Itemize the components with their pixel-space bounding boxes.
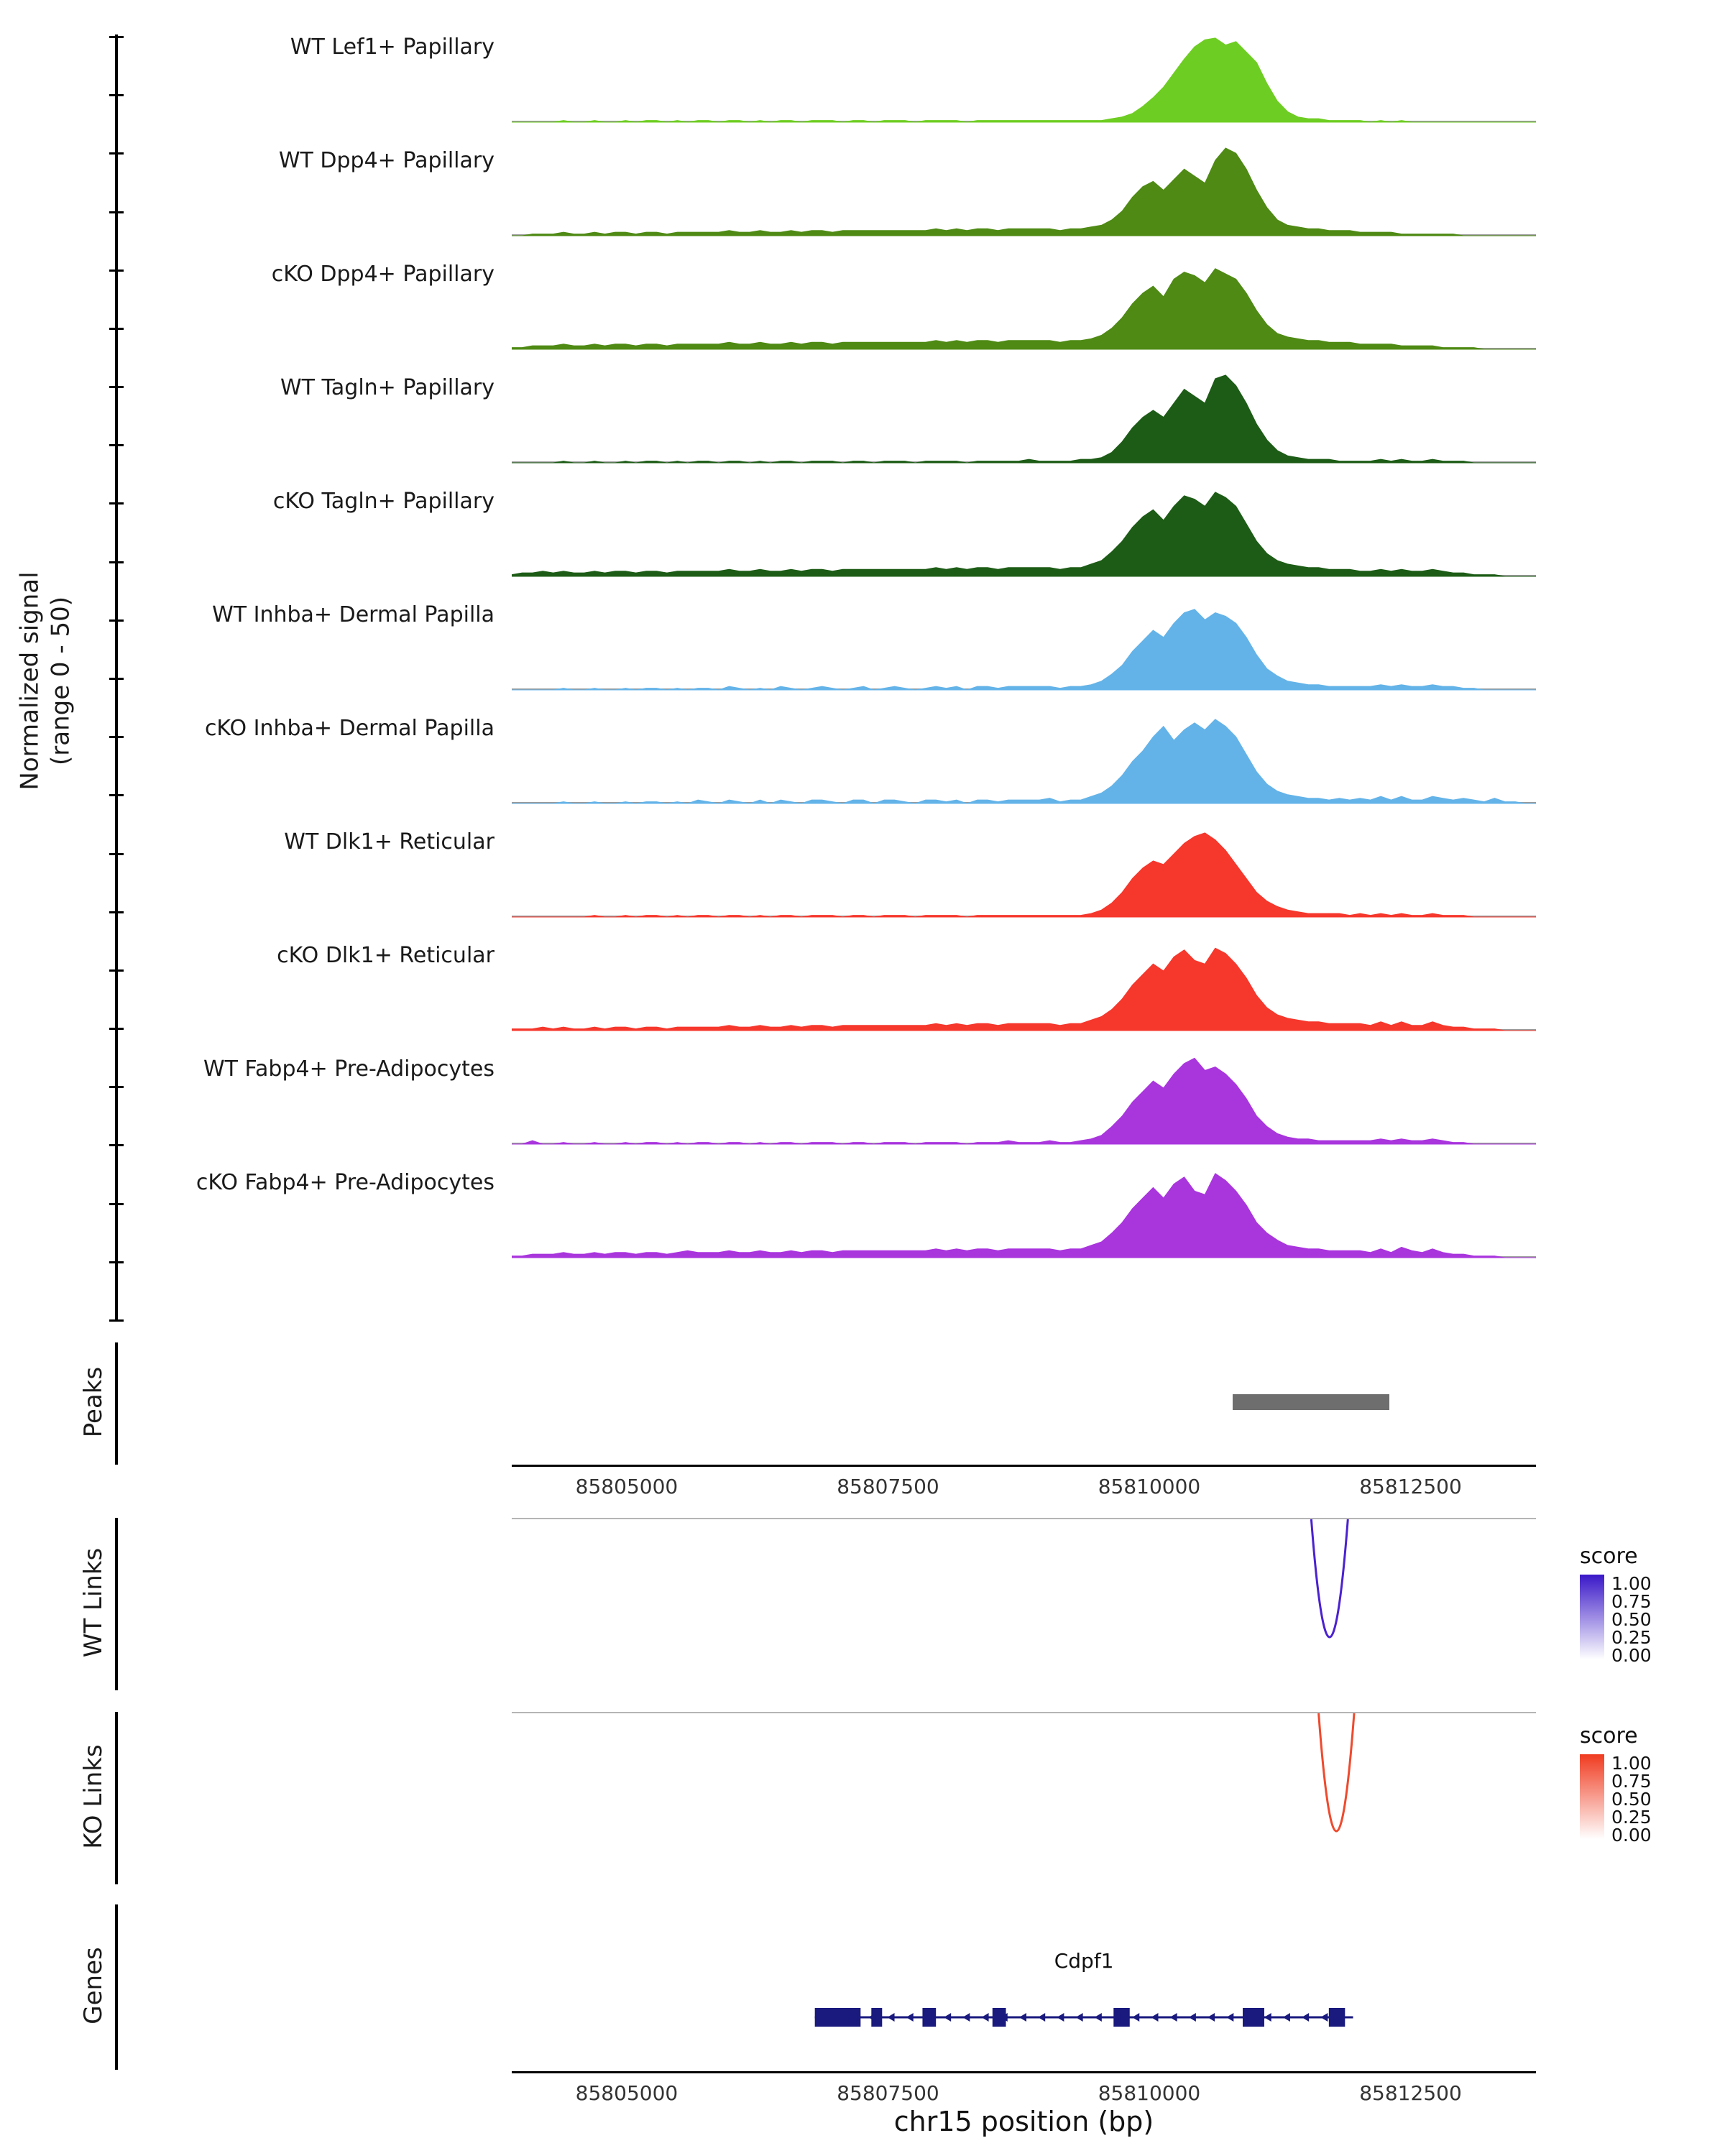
legend-tick-label: 0.50 <box>1611 1609 1652 1630</box>
gene-strand-arrow <box>1189 2013 1196 2022</box>
gene-strand-arrow <box>906 2013 914 2022</box>
ko-links-arcs <box>512 1712 1536 1884</box>
peaks-bracket <box>115 1342 118 1465</box>
coverage-track <box>0 1044 1725 1157</box>
ko-legend-colorbar <box>1580 1754 1604 1839</box>
coverage-area <box>512 703 1536 816</box>
gene-strand-arrow <box>1283 2013 1290 2022</box>
coverage-area <box>512 589 1536 703</box>
y-axis-label-line2: (range 0 - 50) <box>46 596 75 765</box>
gene-strand-arrow <box>1320 2013 1328 2022</box>
coverage-track-label: WT Tagln+ Papillary <box>280 375 494 400</box>
legend-tick-label: 0.75 <box>1611 1771 1652 1792</box>
coverage-track-label: cKO Dpp4+ Papillary <box>271 262 494 287</box>
genes-track <box>512 1904 1536 2070</box>
gene-strand-arrow <box>982 2013 989 2022</box>
y-axis-label-line1: Normalized signal <box>15 571 45 791</box>
coverage-area <box>512 249 1536 362</box>
legend-tick-label: 0.25 <box>1611 1627 1652 1648</box>
genomic-axis-tick-label: 85812500 <box>1359 2081 1462 2105</box>
coverage-track-label: cKO Dlk1+ Reticular <box>277 943 494 968</box>
gene-strand-arrow <box>1057 2013 1064 2022</box>
genomic-axis-top <box>512 1465 1536 1467</box>
coverage-area <box>512 362 1536 476</box>
coverage-area <box>512 476 1536 589</box>
gene-strand-arrow <box>1208 2013 1215 2022</box>
gene-strand-arrow <box>962 2013 970 2022</box>
coverage-track <box>0 22 1725 135</box>
link-arc <box>1319 1713 1354 1831</box>
legend-tick-label: 0.00 <box>1611 1825 1652 1846</box>
gene-strand-arrow <box>1132 2013 1139 2022</box>
peaks-section-label: Peaks <box>79 1366 108 1438</box>
gene-strand-arrow <box>1038 2013 1045 2022</box>
coverage-track <box>0 589 1725 703</box>
legend-tick-label: 1.00 <box>1611 1573 1652 1594</box>
coverage-track-label: WT Inhba+ Dermal Papilla <box>212 602 494 627</box>
genomic-axis-tick-label: 85805000 <box>575 2081 678 2105</box>
normalized-signal-tick <box>109 1319 124 1322</box>
coverage-track <box>0 476 1725 589</box>
wt-links-track <box>512 1518 1536 1690</box>
coverage-track <box>0 1157 1725 1271</box>
wt-links-bracket <box>115 1518 118 1690</box>
wt-legend-colorbar <box>1580 1575 1604 1659</box>
genomic-axis-tick-label: 85805000 <box>575 1475 678 1498</box>
legend-tick-label: 0.25 <box>1611 1807 1652 1828</box>
coverage-track-plot <box>512 476 1536 589</box>
gene-strand-arrow <box>1076 2013 1083 2022</box>
coverage-track <box>0 816 1725 930</box>
coverage-track-label: WT Lef1+ Papillary <box>290 34 494 60</box>
coverage-track-plot <box>512 930 1536 1044</box>
gene-strand-arrow <box>1302 2013 1309 2022</box>
gene-strand-arrow <box>1095 2013 1102 2022</box>
coverage-area <box>512 1044 1536 1157</box>
coverage-track-plot <box>512 1157 1536 1271</box>
coverage-track-label: cKO Fabp4+ Pre-Adipocytes <box>196 1170 494 1195</box>
gene-strand-arrow <box>1226 2013 1233 2022</box>
coverage-area <box>512 1157 1536 1271</box>
legend-tick-label: 1.00 <box>1611 1753 1652 1774</box>
gene-strand-arrow <box>944 2013 951 2022</box>
gene-model <box>512 1904 1536 2070</box>
genes-section-label: Genes <box>79 1947 108 2024</box>
coverage-track-plot <box>512 249 1536 362</box>
ko-legend-ticks <box>1611 1753 1652 1846</box>
wt-links-section-label: WT Links <box>79 1547 108 1658</box>
coverage-track <box>0 703 1725 816</box>
gene-strand-arrow <box>888 2013 895 2022</box>
gene-strand-arrow <box>1170 2013 1177 2022</box>
coverage-track <box>0 249 1725 362</box>
link-arc <box>1311 1519 1348 1637</box>
ko-links-legend <box>1580 1723 1725 1846</box>
genomic-axis-bottom <box>512 2071 1536 2073</box>
genomic-axis-tick-label: 85810000 <box>1098 2081 1201 2105</box>
genes-bracket <box>115 1904 118 2070</box>
coverage-track-plot <box>512 362 1536 476</box>
coverage-track-label: WT Fabp4+ Pre-Adipocytes <box>203 1056 494 1082</box>
coverage-track-label: cKO Inhba+ Dermal Papilla <box>204 716 494 741</box>
coverage-track <box>0 362 1725 476</box>
genomic-axis-tick-label: 85810000 <box>1098 1475 1201 1498</box>
legend-tick-label: 0.50 <box>1611 1789 1652 1810</box>
gene-exon <box>1329 2008 1345 2027</box>
coverage-track <box>0 135 1725 249</box>
gene-strand-arrow <box>1019 2013 1026 2022</box>
wt-links-arcs <box>512 1518 1536 1690</box>
coverage-track <box>0 930 1725 1044</box>
coverage-track-plot <box>512 816 1536 930</box>
ko-legend-title: score <box>1580 1723 1638 1749</box>
coverage-area <box>512 816 1536 930</box>
peak-region <box>1233 1394 1389 1410</box>
ko-links-bracket <box>115 1712 118 1884</box>
ko-links-section-label: KO Links <box>79 1744 108 1849</box>
coverage-track-label: WT Dpp4+ Papillary <box>278 148 494 173</box>
ko-links-track <box>512 1712 1536 1884</box>
coverage-area <box>512 135 1536 249</box>
gene-strand-arrow <box>1151 2013 1158 2022</box>
coverage-track-plot <box>512 589 1536 703</box>
legend-tick-label: 0.75 <box>1611 1591 1652 1612</box>
gene-strand-arrow <box>1264 2013 1271 2022</box>
coverage-track-plot <box>512 1044 1536 1157</box>
wt-links-legend <box>1580 1544 1725 1666</box>
genomic-axis-tick-label: 85812500 <box>1359 1475 1462 1498</box>
coverage-track-label: WT Dlk1+ Reticular <box>284 829 494 854</box>
coverage-track-plot <box>512 135 1536 249</box>
gene-name-label: Cdpf1 <box>1054 1949 1114 1973</box>
wt-legend-ticks <box>1611 1573 1652 1666</box>
coverage-area <box>512 930 1536 1044</box>
coverage-track-plot <box>512 22 1536 135</box>
gene-intron-line <box>815 2017 1353 2019</box>
genomic-axis-tick-label: 85807500 <box>837 1475 939 1498</box>
coverage-track-plot <box>512 703 1536 816</box>
legend-tick-label: 0.00 <box>1611 1645 1652 1666</box>
x-axis-title: chr15 position (bp) <box>893 2106 1154 2137</box>
peaks-track <box>512 1351 1536 1437</box>
coverage-area <box>512 22 1536 135</box>
coverage-track-label: cKO Tagln+ Papillary <box>272 489 494 514</box>
genomic-axis-tick-label: 85807500 <box>837 2081 939 2105</box>
wt-legend-title: score <box>1580 1544 1638 1569</box>
